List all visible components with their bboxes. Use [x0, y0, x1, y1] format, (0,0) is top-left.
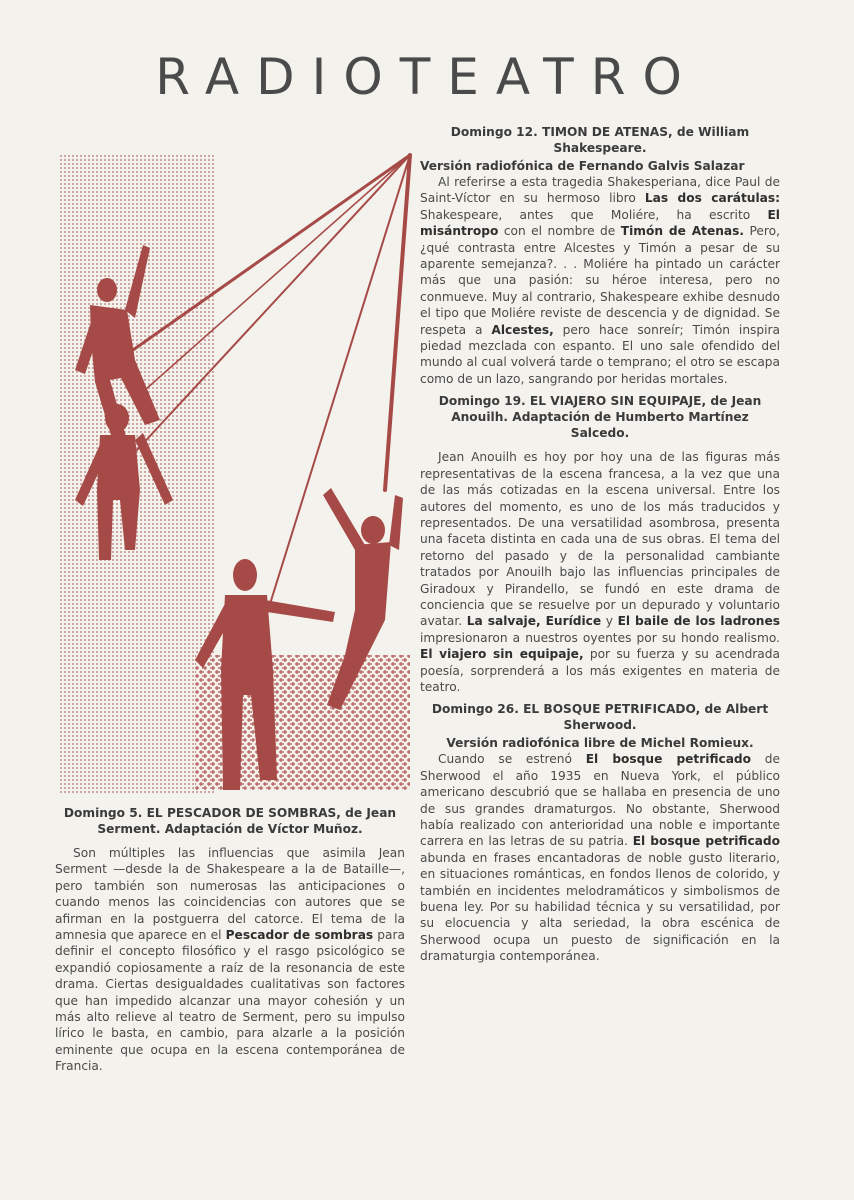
article-heading: Domingo 12. TIMON DE ATENAS, de William Shakespeare.: [450, 125, 750, 155]
page-title: RADIOTEATRO: [155, 48, 699, 106]
article-body: Al referirse a esta tragedia Shakesperiana, dice Paul de Saint-Víctor en su hermoso libro Las dos carátulas: Shakespeare, antes que Moliére, ha escrito El misántropo con el nombre de Timón de Atenas. Pero, ¿qué contrasta entre Alcestes y Timón a pesar de su aparente semejanza?. . . Moliére ha pintado un carácter más que una pasión: su héroe interesa, pero no conmueve. Muy al contrario, Shakespeare exhibe desnudo el tipo que Moliére reviste de descencia y de dignidad. Se respeta a Alcestes, pero hace sonreír; Timón inspira piedad mezclada con espanto. El uno sale ofendido del mundo al cual volverá tarde o temprano; el otro se escapa como de un lazo, sangrando por heridas mortales.: [420, 175, 780, 386]
article-bosque: [420, 701, 780, 964]
right-column: [420, 124, 780, 965]
article-heading: Domingo 19. EL VIAJERO SIN EQUIPAJE, de Jean Anouilh. Adaptación de Humberto Martínez Salcedo.: [438, 394, 762, 441]
article-body: Son múltiples las influencias que asimila Jean Serment —desde la de Shakespeare a la de Bataille—, pero también son numerosas las anticipaciones o cuando menos las coincidencias con autores que se afirman en la postguerra del catorce. El tema de la amnesia que aparece en el Pescador de sombras para definir el concepto filosófico y el rasgo psicológico se expandió copiosamente a raíz de la resonancia de este drama. Ciertas desigualdades cualitativas son factores que han impedido alcanzar una mayor cohesión y un más alto relieve al teatro de Serment, pero su impulso lírico le basta, en cambio, para alzarle a la posición eminente que ocupa en la escena contemporánea de Francia.: [55, 846, 405, 1074]
article-body: Cuando se estrenó El bosque petrificado de Sherwood el año 1935 en Nueva York, el público americano descubrió que se hallaba en presencia de uno de sus grandes dramaturgos. No obstante, Sherwood había realizado con anterioridad una noble e importante carrera en las letras de su patria. El bosque petrificado abunda en frases encantadoras de noble gusto literario, en situaciones románticas, en fondos llenos de colorido, y también en incidentes melodramáticos y simbolismos de buena ley. Por su habilidad técnica y su versatilidad, por su elocuencia y alta seriedad, la obra escénica de Sherwood ocupa un puesto de significación en la dramaturgia contemporánea.: [420, 752, 780, 964]
article-pescador: [55, 805, 405, 1075]
article-version: Versión radiofónica de Fernando Galvis Salazar: [420, 159, 745, 173]
rope-line: [385, 155, 410, 490]
left-column: [55, 805, 405, 1075]
acrobats-illustration-icon: [55, 150, 415, 800]
article-timon: [420, 124, 780, 387]
article-viajero: [420, 393, 780, 695]
article-heading: Domingo 26. EL BOSQUE PETRIFICADO, de Albert Sherwood.: [431, 702, 769, 733]
article-body: Jean Anouilh es hoy por hoy una de las figuras más representativas de la escena francesa, a la vez que una de las más cotizadas en la escena universal. Entre los autores del momento, es uno de los más traducidos y representados. De una versatilidad asombrosa, presenta una faceta distinta en cada una de sus obras. El tema del retorno del pasado y de la personalidad cambiante tratados por Anouilh bajo las influencias principales de Giradoux y Pirandello, se fundó en este drama de conciencia que se resuelve por un depurado y voluntario avatar. La salvaje, Eurídice y El baile de los ladrones impresionaron a nuestros oyentes por su hondo realismo. El viajero sin equipaje, por su fuerza y su acendrada poesía, sorprenderá a los más exigentes en materia de teatro.: [420, 450, 780, 694]
article-heading: Domingo 5. EL PESCADOR DE SOMBRAS, de Jean Serment. Adaptación de Víctor Muñoz.: [63, 806, 397, 836]
article-version: Versión radiofónica libre de Michel Romieux.: [446, 736, 754, 751]
